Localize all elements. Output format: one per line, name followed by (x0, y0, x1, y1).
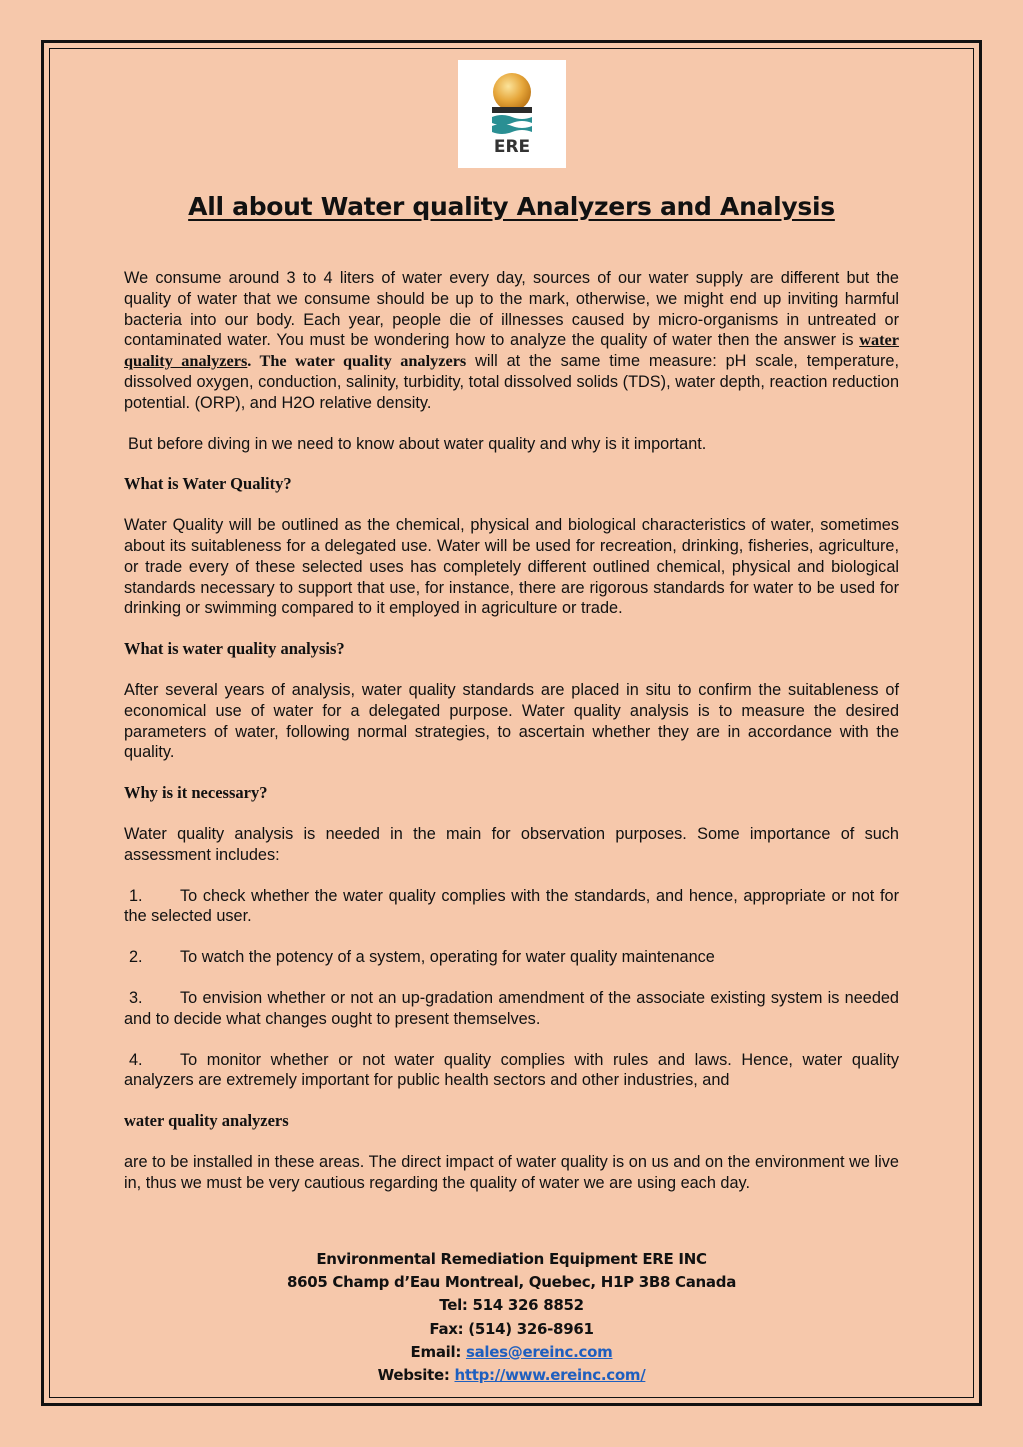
intro-text-1: We consume around 3 to 4 liters of water every day, sources of our water supply are different but the quality of water that we consume should be up to the mark, otherwise, we might end up inviting harmful bacteria into our body. Each year, people die of illnesses caused by micro-organisms in untreated or contaminated water. You must be wondering how to analyze the quality of water then the answer is (124, 269, 899, 350)
heading-water-quality-analyzers: water quality analyzers (124, 1111, 289, 1131)
list-text: To watch the potency of a system, operating for water quality maintenance (180, 948, 715, 967)
list-item (124, 988, 899, 1030)
intro-paragraph (124, 268, 899, 414)
list-item (124, 947, 899, 968)
email-link[interactable]: sales@ereinc.com (465, 1342, 613, 1361)
why-necessary-paragraph: Water quality analysis is needed in the main for observation purposes. Some importance of such assessment includes: (124, 824, 899, 864)
analysis-paragraph: After several years of analysis, water quality standards are placed in situ to confirm the suitableness of economical use of water for a delegated purpose. Water quality analysis is to measure the desired parameters of water, following normal strategies, to ascertain whether they are in accordance with the quality. (124, 680, 899, 762)
company-address: 8605 Champ d’Eau Montreal, Quebec, H1P 3B8 Canada (286, 1273, 737, 1292)
list-number: 4. (129, 1050, 143, 1069)
page-title: All about Water quality Analyzers and Analysis (188, 192, 835, 221)
telephone: Tel: 514 326 8852 (439, 1296, 584, 1315)
list-item (124, 886, 899, 928)
website-line (60, 1364, 963, 1387)
intro-text-2: . The (247, 351, 296, 371)
email-line (60, 1341, 963, 1364)
before-diving-text: But before diving in we need to know about water quality and why is it important. (128, 434, 707, 453)
heading-why-necessary: Why is it necessary? (124, 783, 268, 803)
heading-what-is-analysis: What is water quality analysis? (124, 639, 345, 659)
fax: Fax: (514) 326-8961 (429, 1319, 594, 1338)
logo-text: ERE (493, 137, 531, 157)
intro-bold-term: water quality analyzers (295, 351, 467, 371)
water-quality-paragraph: Water Quality will be outlined as the chemical, physical and biological characteristics of water, sometimes about its suitableness for a delegated use. Water will be used for recreation, drinking, fisheries, agriculture, or trade every of these selected uses has completely different outlined chemical, physical and biological standards necessary to support that use, for instance, there are rigorous standards for water to be used for drinking or swimming compared to it employed in agriculture or trade. (124, 516, 899, 618)
list-text: To check whether the water quality complies with the standards, and hence, appropriate or not for the selected user. (124, 886, 899, 926)
list-item (124, 1050, 899, 1092)
heading-what-is-water-quality: What is Water Quality? (124, 474, 292, 494)
website-link[interactable]: http://www.ereinc.com/ (454, 1366, 646, 1385)
list-text: To monitor whether or not water quality complies with rules and laws. Hence, water quality analyzers are extremely important for public health sectors and other industries, and (124, 1050, 899, 1090)
website-label: Website: (377, 1366, 455, 1385)
ere-logo (458, 60, 566, 168)
list-number: 2. (129, 948, 143, 967)
email-label: Email: (410, 1342, 466, 1361)
list-number: 1. (129, 886, 143, 905)
article-body (124, 268, 899, 1214)
company-name: Environmental Remediation Equipment ERE INC (316, 1250, 707, 1268)
list-number: 3. (129, 988, 143, 1007)
contact-footer (60, 1248, 963, 1387)
water-quality-analyzers-link[interactable]: water quality analyzers (124, 330, 899, 371)
closing-paragraph: are to be installed in these areas. The direct impact of water quality is on us and on the environment we live in, thus we must be very cautious regarding the quality of water we are using each day. (124, 1152, 899, 1192)
list-text: To envision whether or not an up-gradation amendment of the associate existing system is needed and to decide what changes ought to present themselves. (124, 988, 899, 1028)
intro-text-3: will at the same time measure: pH scale, temperature, dissolved oxygen, conduction, salinity, turbidity, total dissolved solids (TDS), water depth, reaction reduction potential. (ORP), and H2O relative density. (124, 352, 900, 412)
